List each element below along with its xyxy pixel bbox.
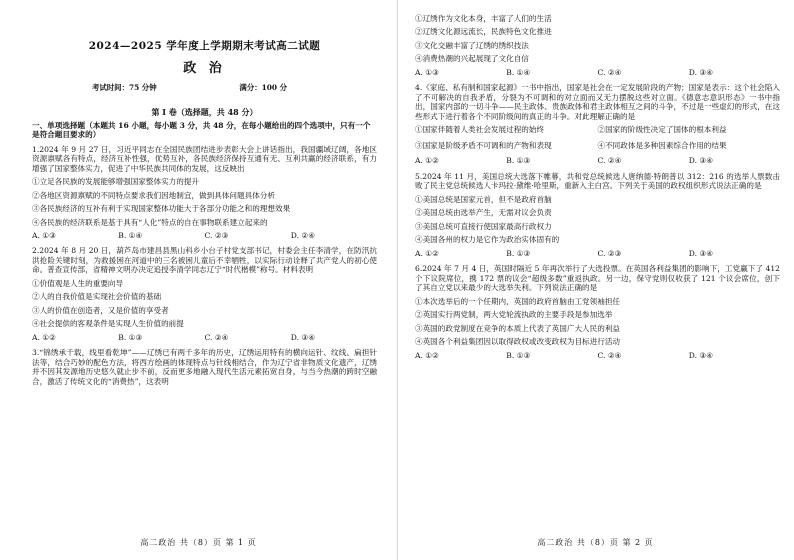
q2-option-d[interactable]: D. ③④ (290, 332, 316, 342)
q4-item: ④不同政体是多种因素综合作用的结果 (597, 140, 727, 150)
q1-options (32, 231, 377, 240)
page-1-footer: 高二政治 共（8）页 第 1 页 (140, 538, 257, 547)
q2-item: ③人的价值在创造者，又是价值的享受者 (32, 305, 169, 315)
q6-option-a[interactable]: A. ①② (415, 350, 439, 360)
exam-title: 2024—2025 学年度上学期期末考试高二试题 (88, 40, 321, 52)
q6-item: ③英国的政党制度在竞争的本质上代表了英国广大人民的利益 (415, 323, 621, 333)
q6-item: ②英国实行两党制，两大党轮流执政的主要手段是参加选举 (415, 310, 613, 320)
q1-item: ①立足各民族的发展能够增强国家整体实力的提升 (32, 177, 200, 187)
q5-item: ③美国总统可直接行使国家最高行政权力 (415, 221, 552, 231)
q4-item: ①国家伴随着人类社会发展过程的始终 (415, 125, 545, 135)
exam-meta (32, 83, 377, 92)
q5-item: ①美国总统是国家元首，但不是政府首脑 (415, 194, 552, 204)
q1-option-b[interactable]: B. ①④ (118, 230, 143, 240)
q3-option-c[interactable]: C. ②④ (597, 67, 622, 77)
q2-item: ②人的自我价值是实现社会价值的基础 (32, 292, 162, 302)
q6-item: ④英国各个利益集团因以取得政权或改变政权为目标进行活动 (415, 337, 621, 347)
q6-option-b[interactable]: B. ①③ (506, 350, 531, 360)
q5-options (415, 249, 780, 258)
q4-options (415, 156, 780, 165)
q1-item: ②各地区资源禀赋的不同特点要求我们因地制宜，做到具体问题具体分析 (32, 190, 275, 200)
q2-stem: 2.2024 年 8 月 20 日，葫芦岛市建昌县黑山科乡小台子村党支部书记，村委会主任李清学，在防汛抗洪抢险关键时刻，为救援困在河道中的三名被困儿童后不幸牺牲，以实际行动诠释了共产党人的初心使命。普查宣传部，省精神文明办决定追授李清学同志辽宁“时代楷模”称号。材料表明 (32, 246, 377, 275)
q3-option-b[interactable]: B. ①④ (506, 67, 531, 77)
q3-options (415, 68, 780, 77)
q4-option-a[interactable]: A. ①② (415, 156, 439, 166)
q2-item: ①价值观是人生的重要向导 (32, 278, 124, 288)
q4-items-row (415, 125, 780, 134)
q5-option-c[interactable]: C. ②③ (597, 248, 622, 258)
q1-item: ③各民族经济的互补有利于实现国家整体功能大于各部分功能之和的理想效果 (32, 204, 291, 214)
q5-item: ②美国总统由选举产生，无需对议会负责 (415, 208, 552, 218)
q5-option-a[interactable]: A. ①② (415, 248, 439, 258)
q2-option-a[interactable]: A. ①② (32, 332, 56, 342)
q4-item: ②国家的阶级性决定了国体的根本利益 (597, 125, 727, 135)
q1-item: ④各民族的经济联系是基于具有“人化”特点的自在事物联系建立起来的 (32, 217, 268, 227)
q1-option-a[interactable]: A. ①③ (32, 230, 56, 240)
q1-option-c[interactable]: C. ②③ (204, 230, 229, 240)
q3-item: ②辽绣文化源远流长，民族特色文化推进 (415, 27, 552, 37)
section-heading: 一、单项选择题（本题共 16 小题，每小题 3 分，共 48 分，在每小题给出的四个选项中，只有一个是符合题目要求的） (32, 120, 371, 140)
q3-option-a[interactable]: A. ①③ (415, 67, 439, 77)
q6-item: ①本次选举后的一个任期内，英国的政府首脑由工党领袖担任 (415, 296, 621, 306)
q6-options (415, 351, 780, 360)
q1-option-d[interactable]: D. ②④ (290, 230, 316, 240)
q4-option-d[interactable]: D. ③④ (688, 156, 714, 166)
q4-option-b[interactable]: B. ①③ (506, 156, 531, 166)
q5-option-d[interactable]: D. ③④ (688, 248, 714, 258)
q5-option-b[interactable]: B. ①③ (506, 248, 531, 258)
exam-subject: 政 治 (183, 61, 226, 77)
exam-time: 考试时间：75 分钟 (92, 83, 157, 93)
q3-item: ①辽绣作为文化本身，丰富了人们的生活 (415, 14, 552, 23)
q6-option-c[interactable]: C. ②④ (597, 350, 622, 360)
q4-option-c[interactable]: C. ②④ (597, 156, 622, 166)
exam-score: 满分：100 分 (239, 83, 287, 93)
q3-option-d[interactable]: D. ③④ (688, 67, 714, 77)
q3-stem: 3.“锦绣承千载，线里看乾坤”——辽绣已有两千多年的历史，辽绣运用特有的横向运针、纹线、扁担针法等，结合巧妙的配色方法，将西方绘画的体现特点与针线相结合，作为辽宁省非物质文化遗产，辽绣并不因其发源地历史悠久就止步不前，反而更多地融入现代生活元素拓宽自身，与当今热潮的跨时空融合，激活了传统文化的“消费热”，这表明 (32, 348, 377, 386)
q2-option-c[interactable]: C. ②④ (204, 332, 229, 342)
page-2 (397, 0, 794, 560)
q1-stem: 1.2024 年 9 月 27 日，习近平同志在全国民族团结进步表彰大会上讲话指出，我国疆域辽阔，各地区资源禀赋各有特点，经济互补性强，优势互补，各民族经济保持互通有无、互利共赢的经济联系，有力增强了国家整体实力，促进了中华民族共同体的发展，这反映出 (32, 144, 377, 173)
q6-option-d[interactable]: D. ③④ (688, 350, 714, 360)
q3-item: ④消费热潮的兴起展现了文化自信 (415, 54, 529, 64)
page-2-footer: 高二政治 共（8）页 第 2 页 (537, 538, 654, 547)
q3-item: ③文化交融丰富了辽绣的绣织技法 (415, 40, 529, 50)
q2-options (32, 333, 377, 342)
part-heading: 第 I 卷（选择题，共 48 分） (151, 106, 258, 117)
q4-item: ③国家是阶级矛盾不可调和的产物和表现 (415, 140, 552, 150)
q5-item: ④美国各州的权力是它作为政治实体固有的 (415, 235, 560, 245)
q2-item: ④社会提供的客观条件是实现人生价值的前提 (32, 319, 184, 329)
q4-stem: 4.《家庭、私有制和国家起源》一书中指出，国家是社会在一定发展阶段的产物；国家是表示：这个社会陷入了不可解决的自我矛盾，分裂为不可调和的对立面而又无力摆脱这些对立面。《德意志意识形态》一书中指出，国家内部的一切斗争——民主政体、贵族政体和君主政体相互之间的斗争，不过是一些虚幻的形式，在这些形式下进行着各个不同阶级间的真正的斗争。对此理解正确的是 (415, 83, 780, 121)
q2-option-b[interactable]: B. ①③ (118, 332, 143, 342)
q6-stem: 6.2024 年 7 月 4 日，英国时隔近 5 年再次举行了大选投票。在英国各利益集团的影响下，工党赢下了 412 个下议院席位，携 172 票的议会“超级多数”重返执政。另一边，保守党则仅收获了 121 个议会席位，创下了其自立党以来最少的大选举失利。下列说法正确的是 (415, 264, 780, 293)
q5-stem: 5.2024 年 11 月，美国总统大选落下帷幕，共和党总统候选人唐纳德·特朗普以 312：216 的选举人票数击败了民主党总统候选人卡玛拉·黛维·哈里斯，重新入主白宫。下列关于美国的政权组织形式说法正确的是 (415, 171, 780, 191)
q4-items-row (415, 141, 780, 150)
